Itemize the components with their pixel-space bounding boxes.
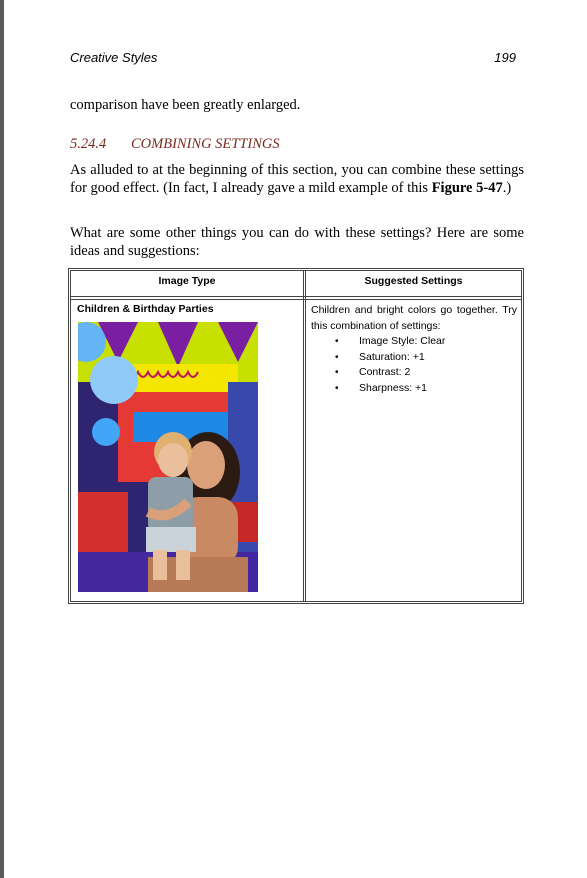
bullet-icon: •: [335, 351, 339, 363]
settings-intro: Children and bright colors go together. Try this combination of settings:: [311, 304, 517, 332]
section-heading: [70, 136, 280, 153]
section-title: COMBINING SETTINGS: [131, 136, 280, 152]
setting-saturation: Saturation: +1: [359, 350, 425, 363]
setting-sharpness: Sharpness: +1: [359, 381, 428, 394]
bullet-icon: •: [335, 336, 339, 347]
list-item: [335, 350, 517, 366]
section-number: 5.24.4: [70, 136, 107, 152]
header-row-divider: [71, 296, 521, 300]
running-header: [70, 50, 516, 65]
header-image-type: Image Type: [158, 275, 216, 287]
settings-table: [68, 268, 524, 604]
paragraph-combine-text: As alluded to at the beginning of this section, you can combine these settings for good effect. (In fact, I already gave a mild example of this: [70, 162, 524, 196]
image-type-label: Children & Birthday Parties: [77, 303, 214, 315]
suggested-settings-cell: [311, 303, 517, 396]
page-number: 199: [494, 50, 516, 65]
party-photo-illustration: [78, 322, 258, 592]
party-photo: [78, 322, 258, 592]
paragraph-combine-end: .): [502, 179, 512, 196]
list-item: [335, 365, 517, 381]
list-item: [335, 381, 517, 397]
column-divider: [303, 271, 306, 601]
bullet-icon: •: [335, 382, 339, 394]
bullet-icon: •: [335, 367, 339, 378]
header-suggested-settings: Suggested Settings: [364, 275, 463, 287]
figure-reference: Figure 5-47: [431, 179, 503, 196]
setting-contrast: Contrast: 2: [359, 366, 411, 378]
paragraph-combine: [70, 162, 524, 197]
chapter-title: Creative Styles: [70, 50, 158, 65]
setting-image-style: Image Style: Clear: [359, 335, 446, 347]
list-item: [335, 334, 517, 350]
settings-list: [311, 334, 517, 396]
paragraph-ideas: What are some other things you can do with these settings? Here are some ideas and suggestions:: [70, 225, 524, 259]
viewer-left-edge: [0, 0, 4, 878]
paragraph-comparison: comparison have been greatly enlarged.: [70, 97, 301, 113]
